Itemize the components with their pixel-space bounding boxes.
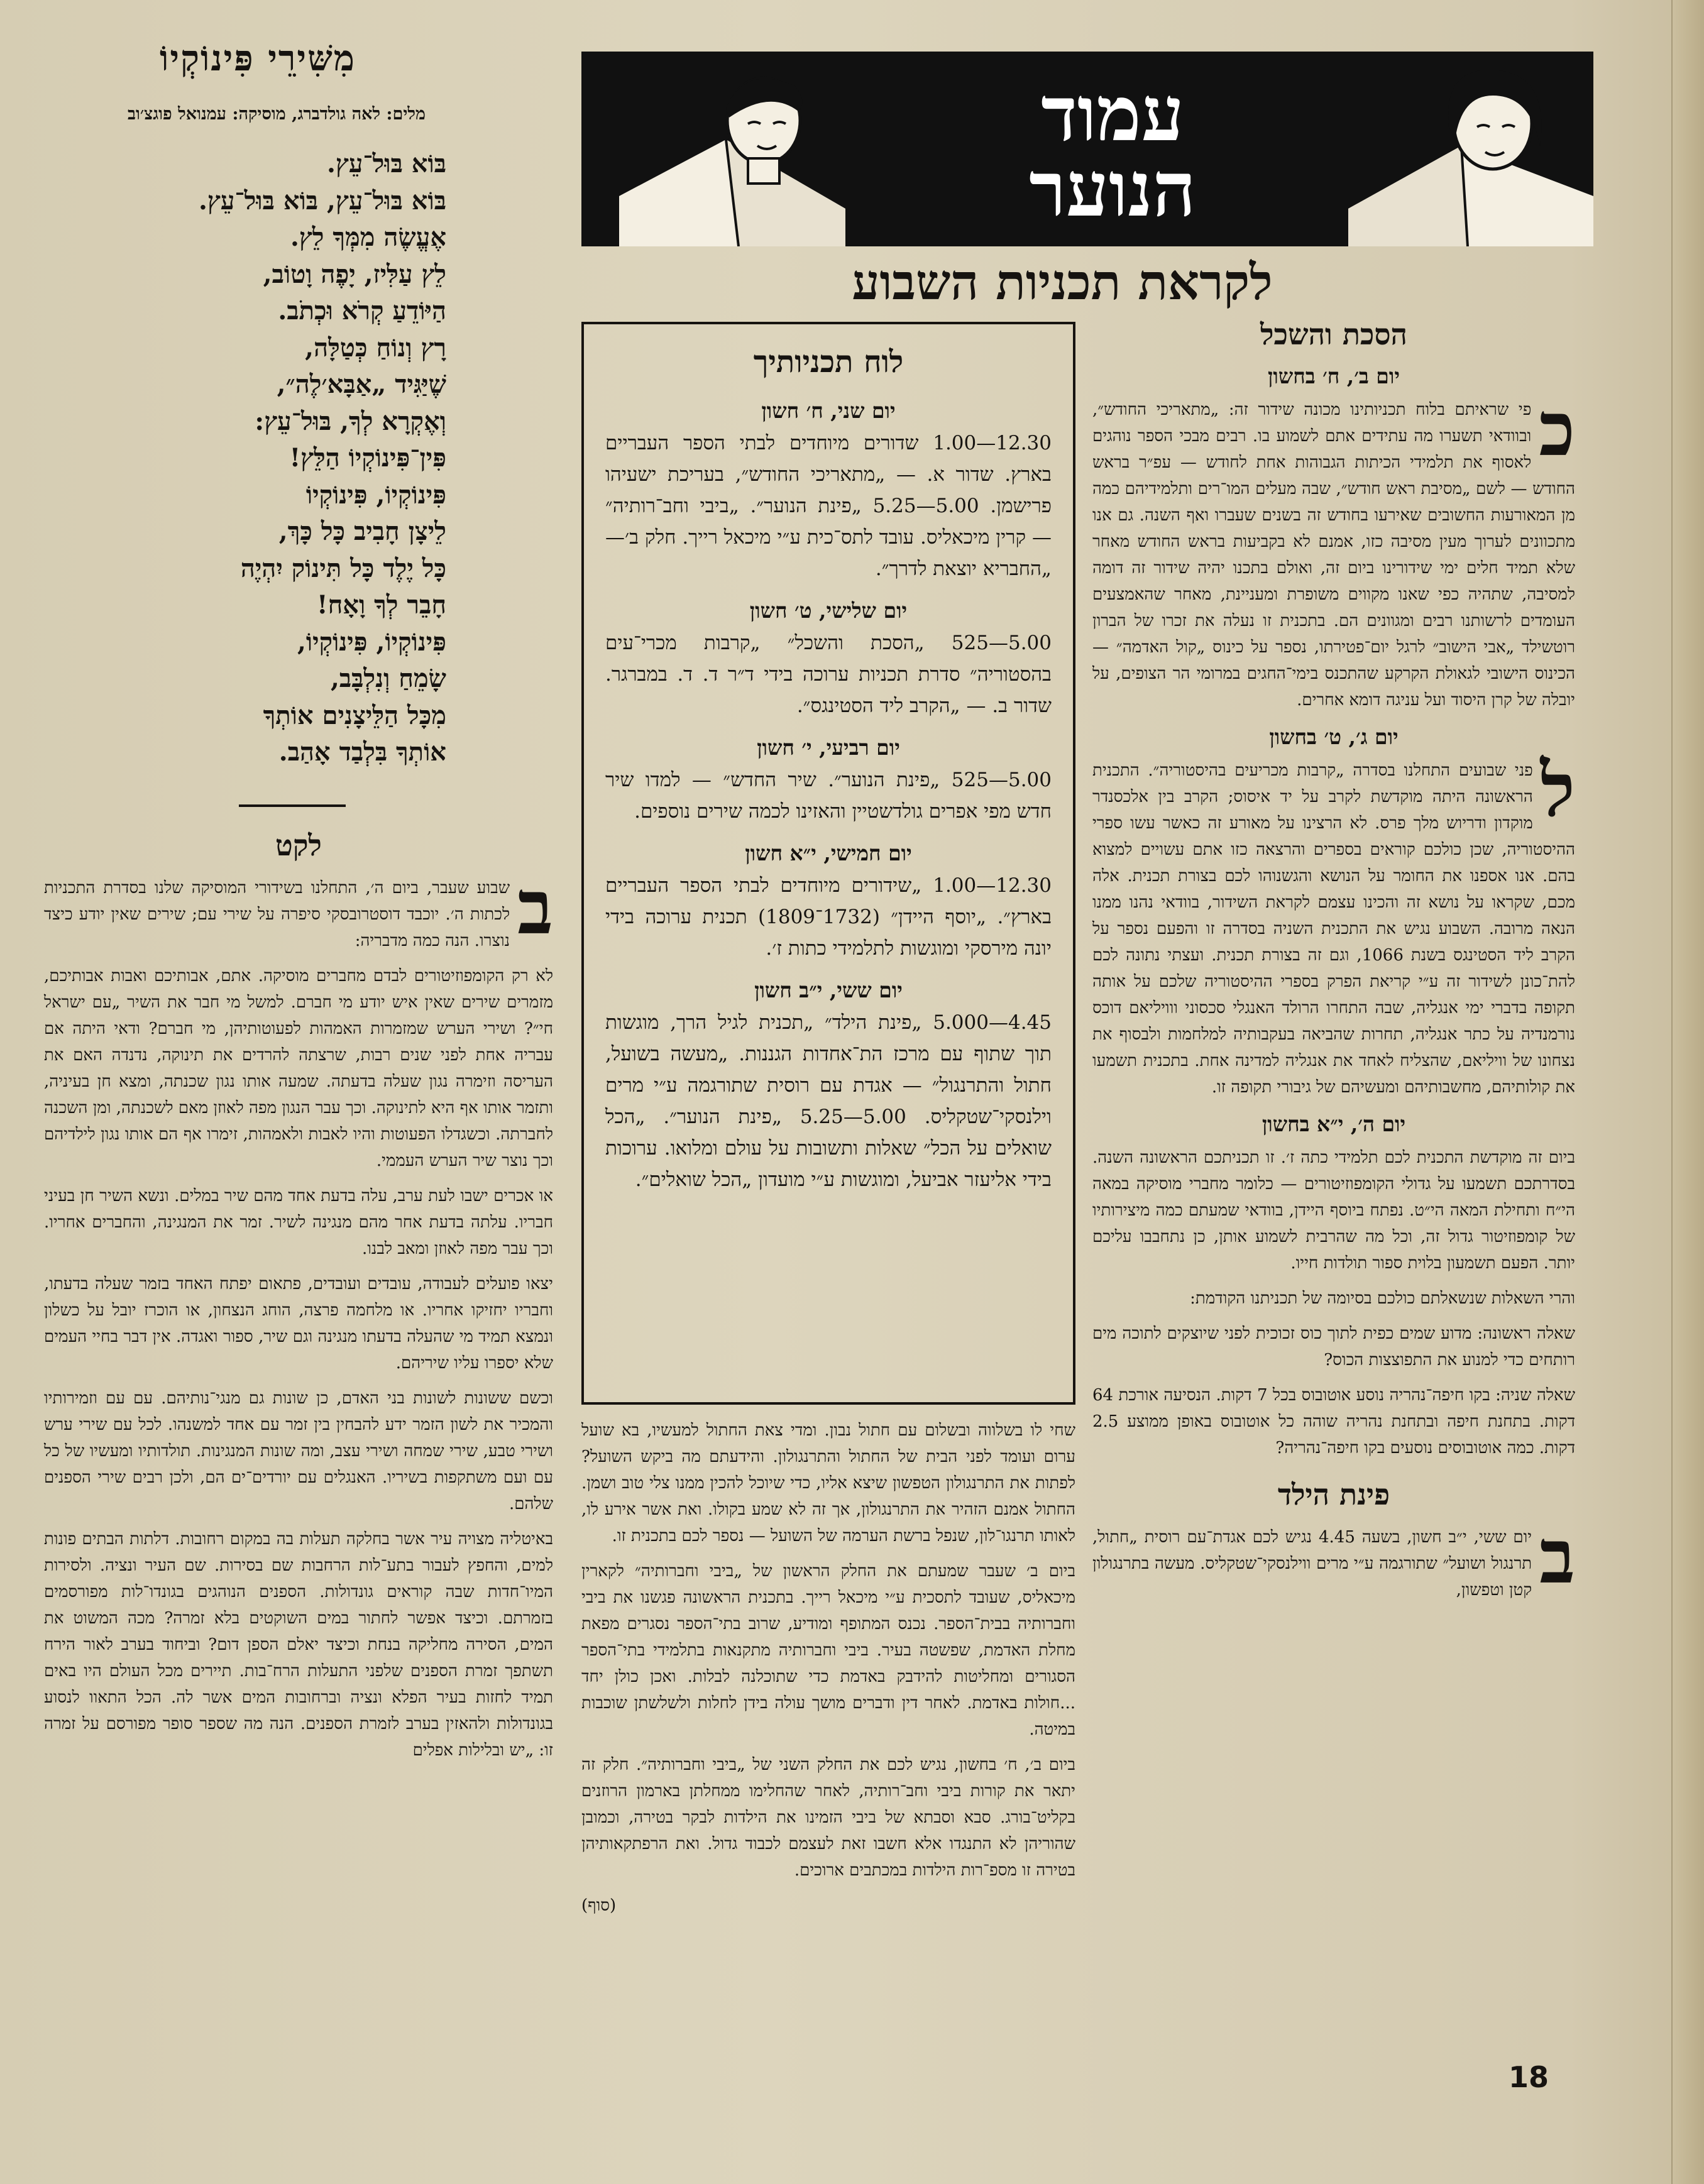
end-mark: (סוף) xyxy=(581,1896,617,1915)
schedule-title: לוח תכניותיך xyxy=(753,344,904,380)
poem-line: שֶׁיַּגִּיד „אַבָּא׳לֶה״, xyxy=(277,370,446,399)
quiz-question: שאלה שניה: בקו חיפה־נהריה נוסע אוטובוס בכל 7 דקות. הנסיעה אורכת 64 דקות. בתחנת חיפה ובתחנת נהריה שוהה כל אוטובוס באופן ממוצע 2.5 דקות. כמה אוטובוסים נוסעים בקו חיפה־נהריה? xyxy=(1092,1386,1575,1457)
article-paragraph: שחי לו בשלווה ובשלום עם חתול נבון. ומדי צאת החתול למעשיו, בא שועל ערום ועומד לפני הבית של החתול והתרנגולון. והידעתם מה ביקש השועל? לפתות את התרנגולון הטפשון שיצא אליו, כדי שיוכל להכין ממנו צלי טוב ושמן. החתול אמנם הזהיר את התרנגולון, אך זה לא שמע בקולו. ואת אשר אירע לו, לאותו תרנגו־לון, שנפל ברשת הערמה של השועל — נספר לכם בתכנית זו. xyxy=(581,1421,1075,1545)
schedule-entry: 5.00—525 „פינת הנוער״. שיר החדש״ — למדו שיר חדש מפי אפרים גולדשטיין והאזינו לכמה שירים נוספים. xyxy=(605,769,1052,823)
article-paragraph: או אכרים ישבו לעת ערב, עלה בדעת אחד מהם שיר במלים. ונשא השיר חן בעיני חבריו. עלתה בדעת אחר מהם מנגינה לשיר. זמר את המנגינה, והחברים אחריו. וכך עבר מפה לאוזן ומאב לבנו. xyxy=(44,1187,553,1258)
page-number: 18 xyxy=(1509,2060,1549,2094)
day-heading: יום ה׳, י״א בחשון xyxy=(1262,1112,1406,1136)
poem-line: שָׂמֵחַ וְנִלְבָּב, xyxy=(330,664,446,693)
banner-title-line2: הנוער xyxy=(1029,145,1196,234)
poem-credit: מלים: לאה גולדברג, מוסיקה: עמנואל פוגצ׳וב xyxy=(127,104,426,124)
quiz-question: שאלה ראשונה: מדוע שמים כפית לתוך כוס זכוכית לפני שיוצקים לתוכה מים רותחים כדי למנוע את התפוצצות הכוס? xyxy=(1092,1324,1575,1369)
drop-cap: כ xyxy=(1539,385,1575,473)
day-heading: יום ב׳, ח׳ בחשון xyxy=(1268,364,1400,388)
article-paragraph: כ פי שראיתם בלוח תכניותינו מכונה שידור זה: „מתאריכי החודש״, ובוודאי תשערו מה עתידים אתם לשמוע בו. רבים מבכי הספר נוהגים לאסוף את תלמידי הכיתות הגבוהות אחת לחודש — עפ״ר בראש החודש — לשם „מסיבת ראש חודש״, שבה מעלים המו־רים ותלמידיהם כמה מן המאורעות החשובים שאירעו בחודש זה בשנים שעברו ואף השנה. גם אנו מתכוונים לערוך מעין מסיבה כזו, אמנם לא בקביעות בראש החודש מאחר שלא תמיד חלים ימי שידורינו ביום זה, ואולם בתכנו יהיה שידור זה דומה למסיבה, שתהיה כפי שאנו מקווים משופרת ומעניינת, מאחר שהאמצעים העומדים לרשותנו רבים ומגוונים הם. בתכנית זו נעלה את זכרו של הברון רוטשילד „אבי הישוב״ לרגל יום־פטירתו, נספר על כינוס „קול האדמה״ — הכינוס הישובי לגאולת הקרקע שהתכנס בימי־החגים במרומי הר הצופים, על יובלה של קרן היסוד ועל עניגה דומא אחרים. xyxy=(1092,385,1575,710)
poem-title: מִשִּׁירֵי פִּינוֹקְיוֹ xyxy=(160,38,356,79)
poem-line: בּוֹא בּוּל־עֵץ. xyxy=(326,149,446,178)
poem-line: הַיּוֹדֵעַ קְרֹא וּכְתֹב. xyxy=(278,296,446,326)
poem-line: פִּין־פִּינוֹקְיוֹ הַלֵּץ! xyxy=(289,443,446,473)
schedule-entry: 12.30—1.00 שדורים מיוחדים לבתי הספר העבריים בארץ. שדור א. — „מתאריכי החודש״, בעריכת ישעיהו פרישמן. 5.00—5.25 „פינת הנוער״. „ביבי וחב־רותיה״ — קרין מיכאליס. עובד לתס־כית ע״י מיכאל רייך. חלק ב׳—„החבריא יוצאת לדרך״. xyxy=(605,432,1052,580)
leket-column xyxy=(44,828,553,1772)
article-paragraph: ביום ב׳, ח׳ בחשון, נגיש לכם את החלק השני של „ביבי וחברותיה״. חלק זה יתאר את קורות ביבי וחב־רותיה, לאחר שהחלימו ממחלתן בארמון הרוזנים בקליט־בורג. סבא וסבתא של ביבי הזמינו את הילדות לבקר בטירה, וכמובן שהוריהן לא התנגדו אלא חשבו זאת לעצמם לכבוד גדול. ואת הרפתקאותיהן בטירה זו מספ־רות הילדות במכתבים ארוכים. xyxy=(581,1755,1075,1880)
poem-line: לֵץ עַלִּיז, יָפֶה וָטוֹב, xyxy=(263,259,446,289)
boy-reader-illustration xyxy=(619,52,845,246)
article-paragraph: באיטליה מצויה עיר אשר בחלקה תעלות בה במקום רחובות. דלתות הבתים פונות למים, והחפץ לעבור בתע־לות הרחבות שם בסירות. שם העיר ונציה. ולסירות המיו־חדות שבה קוראים גונדולות. הספנים הנוהגים בגונדו־לות מפורסמים בזמרתם. וכיצד אפשר לחתור במים השוקטים בלא זמרה? מכה המשוט את המים, הסירה מחליקה בנחת וכיצד יאלם הספן דום? וביחוד בערב לאור הירח תשתפך זמרת הספנים שלפני התעלות הרח־בות. תיירים מכל העולם היו באים תמיד לחזות בעיר הפלא ונציה וברחובות המים אשר לה. הכל התאוו לנסוע בגונדולות ולהאזין בערב לזמרת הספנים. הנה מה שספר סופר מפורסם על זמרה זו: „יש ובלילות אפלים xyxy=(44,1530,553,1760)
section-title: פינת הילד xyxy=(1277,1478,1390,1512)
poem-line: פִּינוֹקְיוֹ, פִּינוֹקְיוֹ, xyxy=(297,627,446,657)
banner-title-line1: עמוד xyxy=(1041,70,1184,158)
schedule-entry: 5.00—525 „הסכת והשכל״ „קרבות מכרי־עים בהסטוריה״ סדרת תכניות ערוכה בידי ד״ר ד. ד. במברגר. שדור ב. — „הקרב ליד הסטינגס״. xyxy=(605,632,1052,717)
banner-title xyxy=(908,70,1317,234)
drop-cap: ב xyxy=(517,864,553,951)
day-heading: יום ג׳, ט׳ בחשון xyxy=(1269,725,1399,749)
article-paragraph: ביום זה מוקדשת התכנית לכם תלמידי כתה ז׳. זו תכניתכם הראשונה השנה. בסדרתכם תשמעו על גדולי הקומפוזיטורים — כלומר מחברי מוסיקה במאה הי״ח ותחילת המאה הי״ט. נפתח ביוסף היידן, בוודאי שמעתם כמה מיצירותיו של קומפוזיטור גדול זה, וכל מה שהרבית לשמוע אותן, כן נתחבבו עליכם יותר. הפעם תשמעון בלוית ספור תולדות חייו. xyxy=(1092,1148,1575,1273)
schedule-day: יום חמישי, י״א חשון xyxy=(745,841,912,865)
section-title: לקט xyxy=(275,828,322,862)
article-paragraph: ב יום ששי, י״ב חשון, בשעה 4.45 נגיש לכם אגדת־עם רוסית „חתול, תרנגול ושועל״ שתורגמה ע״י מרים ווילנסקי־שטקליס. מעשה בתרנגולון קטן וטפשון, xyxy=(1092,1513,1575,1600)
poem-body xyxy=(198,146,446,771)
schedule-box xyxy=(581,322,1075,1405)
article-paragraph: וכשם ששונות לשונות בני האדם, כן שונות גם מנגי־נותיהם. עם עם וזמירותיו והמכיר את לשון הזמר ידע להבחין בין זמר עם אחד למשנהו. לכל עם שירי ערש ושירי טבע, שירי שמחה ושירי עצב, ומה שונות המנגינות. תולדותיו ומעשיו של כל עם ועם משתקפות בשיריו. האנגלים עם יורדים־ים הם, ולכן רבים שירי הספנים שלהם. xyxy=(44,1389,553,1513)
poem-line: פִּינוֹקְיוֹ, פִּינוֹקְיוֹ xyxy=(305,480,446,510)
schedule-entry: 12.30—1.00 „שידורים מיוחדים לבתי הספר העבריים בארץ״. „יוסף היידן״ (1732־1809) תכנית ערוכה בידי יונה מירסקי ומוגשות לתלמידי כתות ז׳. xyxy=(605,874,1052,960)
story-column xyxy=(581,1417,1075,1928)
page-headline: לקראת תכניות השבוע xyxy=(852,254,1273,311)
poem-line: מִכָּל הַלֵּיצָנִים אוֹתְךָ xyxy=(263,700,446,730)
schedule-entry: 4.45—5.000 „פינת הילד״ „תכנית לגיל הרך, מוגשות תוך שתוף עם מרכז הת־אחדות הגננות. „מעשה בשועל, חתול והתרנגול״ — אגדת עם רוסית שתורגמה ע״י מרים וילנסקי־שטקליס. 5.00—5.25 „פינת הנוער״. „הכל שואלים על הכל״ שאלות ותשובות על עולם ומלואו. ערוכות בידי אליעזר אביעל, ומוגשות ע״י מועדון „הכל שואלים״. xyxy=(605,1011,1052,1191)
schedule-day: יום שלישי, ט׳ חשון xyxy=(749,598,908,623)
poem-line: וְאֶקְרָא לְךָ, בּוּל־עֵץ: xyxy=(255,406,446,436)
article-paragraph: יצאו פועלים לעבודה, עובדים ועובדים, פתאום יפתח האחד בזמר שעלה בדעתו, וחבריו יחזיקו אחריו. או מלחמה פרצה, הוחג הנצחון, או הוכרז יובל על כשלון ונמצא תמיד מי שהעלה בדעתו מנגינה וגם שיר, ספור ואגדה. אין דבר בחיי העמים שלא יספרו עליו שיריהם. xyxy=(44,1275,553,1373)
schedule-day: יום שני, ח׳ חשון xyxy=(761,398,896,423)
poem-line: כָּל יֶלֶד כָּל תִּינוֹק יִהְיֶה xyxy=(240,553,446,583)
poem-line: אוֹתְךָ בִּלְבַד אָהַב. xyxy=(278,737,446,767)
poem-line: רָץ וְנוֹחַ כְּטַלָּה, xyxy=(305,332,446,363)
youth-page-banner xyxy=(581,52,1593,246)
poem-line: לֵיצָן חָבִיב כָּל כָּךְ, xyxy=(278,517,446,546)
schedule-day: יום רביעי, י׳ חשון xyxy=(757,735,900,760)
poem-line: בּוֹא בּוּל־עֵץ, בּוֹא בּוּל־עֵץ. xyxy=(198,185,446,216)
article-paragraph: ב שבוע שעבר, ביום ה׳, התחלנו בשידורי המוסיקה שלנו בסדרת התכניות לכתות ה׳. יוכבד דוסטרובסקי סיפרה על שירי עם; שירים שאין יודע כיצד נוצרו. הנה כמה מדבריה: xyxy=(44,864,553,951)
poem-line: אֶעֱשֶׂה מִמְּךָ לֵץ. xyxy=(290,222,446,252)
girl-reader-illustration xyxy=(1323,52,1593,246)
section-title: הסכת והשכל xyxy=(1260,317,1407,351)
article-paragraph: ל פני שבועים התחלנו בסדרה „קרבות מכריעים בהיסטוריה״. התכנית הראשונה היתה מוקדשת לקרב על יד איסוס; הקרב בין אלכסנדר מוקדון ודריוש מלך פרס. לא הרצינו על מאורע זה כאשר עשו ספרי ההיסטוריה, שכן כולכם קוראים בספרים והרצאה כזו אתם עשויים למצוא בהם. אנו אספנו את החומר על הנושא והגשנוהו לכם בצורת תכנית. אלה מכם, שקראו על נושא זה והכינו עצמם לקראת השידור, בוודאי נהנו ממנו הנאה מרובה. השבוע נגיש את התכנית השניה בסדרה זו והפעם נספר על הקרב ליד הסטינגס בשנת 1066, וגם זה בצורת תכנית. ועצתי נתונה לכם להת־כונן לשידור זה ע״י קריאת הפרק בספרי ההיסטוריה שלכם על אותה תקופה בדברי ימי אנגליה, שבה התחרו הרולד האנגלי סכסוני ווויליאם דוכס נורמנדיה על כתר אנגליה, תחרות שהביאה בעקבותיה למלחמות ולבסוף את נצחונו של וויליאם, שהצליח לאחד את אנגליה למדינה אחת. בתכנית תשמעו את קולותיהם, מחשבותיהם ומעשיהם של גיבורי תקופה זו. xyxy=(1092,746,1575,1097)
page-edge xyxy=(1671,0,1704,2184)
divider-rule xyxy=(239,804,346,807)
drop-cap: ל xyxy=(1540,746,1575,833)
article-paragraph: לא רק הקומפוזיטורים לבדם מחברים מוסיקה. אתם, אבותיכם ואבות אבותיכם, מזמרים שירים שאין איש יודע מי חברם. למשל מי חבר את השיר „עם ישראל חי״? ושירי הערש שמזמרות האמהות לפעוטותיהן, מי חברם? ודאי היתה אם עבריה אחת לפני שנים רבות, שרצתה להרדים את תינוקה, נדנדה האם את העריסה וזימרה נגון שעלה בדעתה. שמעה אותו נגון שכנתה, ומצא חן בעיניה, ותזמר אותו אף היא לתינוקה. וכך עבר הנגון מפה לאוזן מאם לשכנתה, ומן השכנה לחברתה. וכשגדלו הפעוטות והיו לאבות ולאמהות, זימרו אף הם אותו נגון לילדיהם וכך נוצר שיר הערש העממי. xyxy=(44,967,553,1170)
article-paragraph: ביום ב׳ שעבר שמעתם את החלק הראשון של „ביבי וחברותיה״ לקארין מיכאליס, שעובד לתסכית ע״י מיכאל רייך. בתכנית הראשונה פגשנו את ביבי וחברותיה בבית־הספר. נכנס המתופף ומודיע, שרוב בתי־הספר נסגרים מפאת מחלת האדמת, שפשטה בעיר. ביבי וחברותיה מתקנאות בתלמידי בתי־הספר הסגורים ומחליטות להידבק באדמת כדי שתוכלנה לבלות. ואכן כולן יחד ...חולות באדמת. לאחר דין ודברים מושך עולה בידן לחלות ולשלשתן שוכבות במיטה. xyxy=(581,1562,1075,1739)
poem-line: חָבֵר לְךָ וָאָח! xyxy=(317,590,446,620)
main-column xyxy=(1092,317,1575,1612)
drop-cap: ב xyxy=(1539,1513,1575,1600)
schedule-day: יום ששי, י״ב חשון xyxy=(754,978,903,1002)
article-paragraph: והרי השאלות שנשאלתם כולכם בסיומה של תכניתנו הקודמת: xyxy=(1190,1289,1575,1308)
